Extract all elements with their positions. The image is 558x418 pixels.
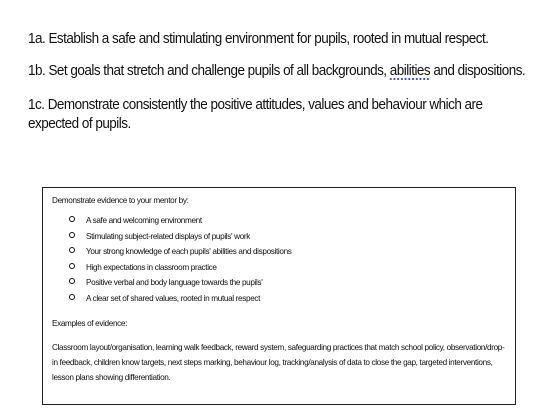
list-item-label: A safe and welcoming environment bbox=[86, 216, 202, 225]
hollow-bullet-icon bbox=[69, 216, 75, 222]
list-item-label: Your strong knowledge of each pupils' abilities and dispositions bbox=[86, 247, 292, 256]
list-item bbox=[52, 262, 506, 278]
hollow-bullet-icon bbox=[69, 294, 75, 300]
standard-1a: 1a. Establish a safe and stimulating environment for pupils, rooted in mutual respect. bbox=[28, 31, 489, 47]
evidence-box-heading: Demonstrate evidence to your mentor by: bbox=[52, 196, 189, 205]
standard-1c: 1c. Demonstrate consistently the positive attitudes, values and behaviour which are expected of pupils. bbox=[28, 97, 483, 132]
list-item-label: Stimulating subject-related displays of pupils' work bbox=[86, 231, 251, 241]
list-item bbox=[52, 215, 506, 231]
examples-heading: Examples of evidence: bbox=[52, 319, 128, 328]
standard-1b bbox=[28, 62, 525, 81]
examples-text: Classroom layout/organisation, learning walk feedback, reward system, safeguarding practices that match school policy, observation/drop-in feedback, children know targets, next steps marking, behaviour log, tracking/analysis of data to close the gap, targeted interventions, lesson plans showing differentiation. bbox=[52, 343, 505, 382]
standard-1b-text-start: 1b. Set goals that stretch and challenge pupils of all backgrounds, bbox=[28, 63, 390, 79]
hollow-bullet-icon bbox=[69, 263, 75, 269]
list-item-label: High expectations in classroom practice bbox=[86, 262, 217, 272]
evidence-list bbox=[52, 215, 506, 308]
list-item bbox=[52, 231, 506, 247]
hollow-bullet-icon bbox=[69, 232, 75, 238]
list-item bbox=[52, 246, 506, 262]
list-item bbox=[52, 293, 506, 309]
evidence-box bbox=[42, 187, 516, 405]
hollow-bullet-icon bbox=[69, 278, 75, 284]
list-item bbox=[52, 277, 506, 293]
hollow-bullet-icon bbox=[69, 247, 75, 253]
spellcheck-flagged-word[interactable]: abilities bbox=[389, 63, 431, 79]
list-item-label: A clear set of shared values, rooted in mutual respect bbox=[86, 293, 261, 303]
list-item-label: Positive verbal and body language towards the pupils' bbox=[86, 278, 263, 287]
standard-1b-text-end: and dispositions. bbox=[430, 63, 526, 79]
